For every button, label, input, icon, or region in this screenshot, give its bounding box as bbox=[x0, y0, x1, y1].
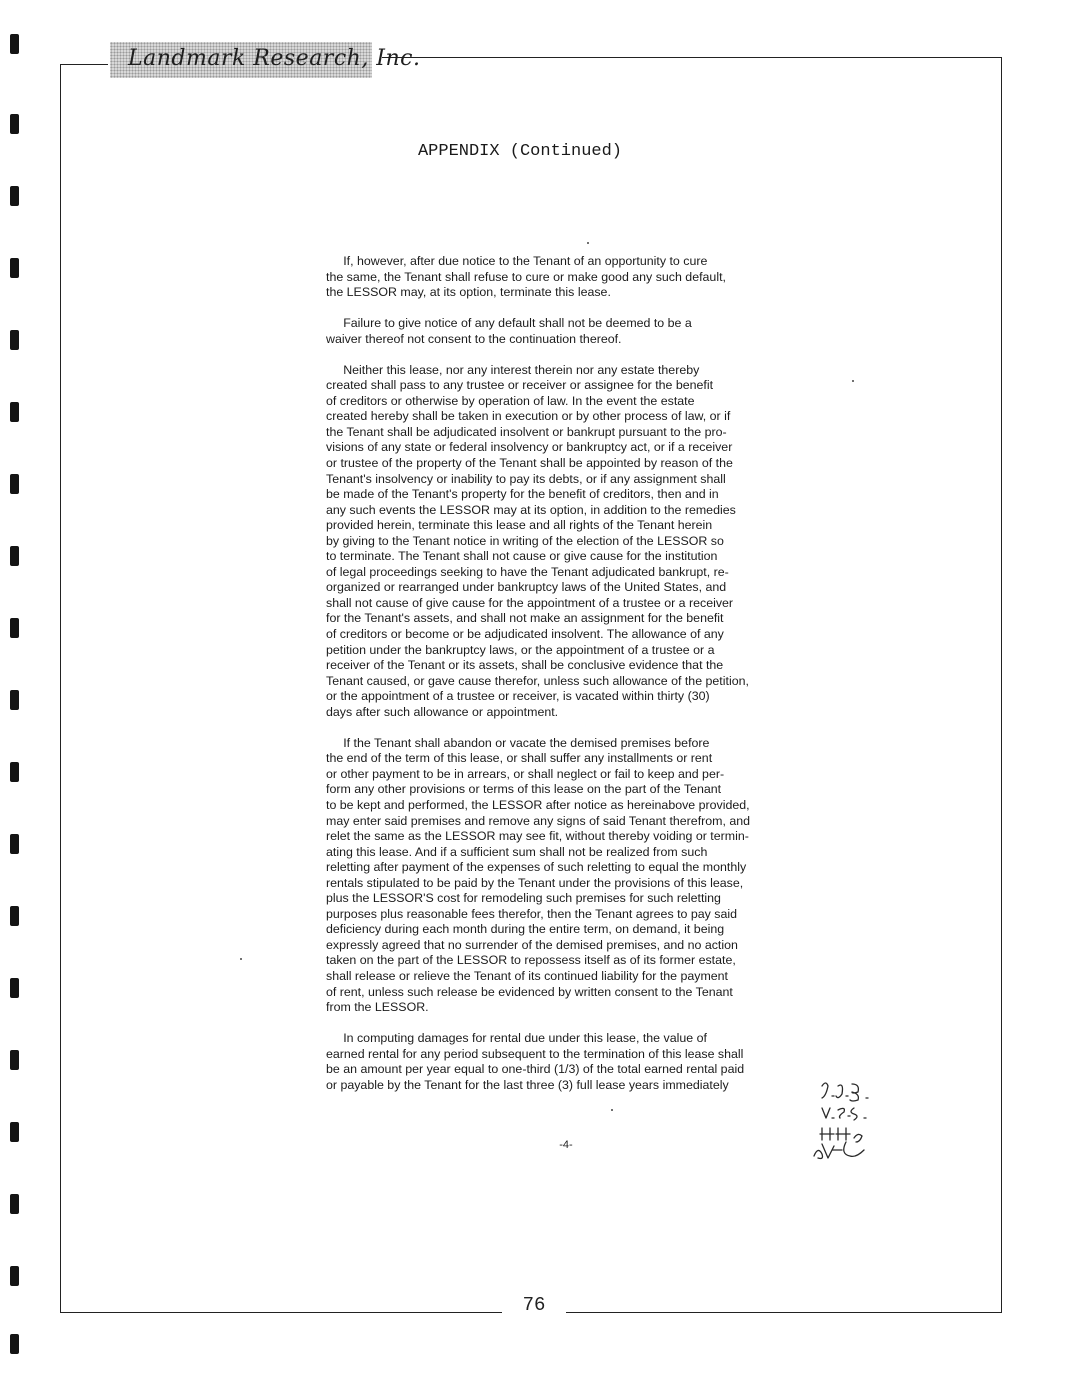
text-line: or trustee of the property of the Tenant shall be appointed by reason of the bbox=[326, 456, 733, 471]
text-line: Tenant caused, or gave cause therefor, unless such allowance of the petition, bbox=[326, 673, 749, 688]
text-line: shall release or relieve the Tenant of its continued liability for the payment bbox=[326, 969, 729, 984]
binding-hole bbox=[10, 402, 19, 422]
text-line: the same, the Tenant shall refuse to cure or make good any such default, bbox=[326, 269, 726, 284]
binding-hole bbox=[10, 1194, 19, 1214]
text-line: from the LESSOR. bbox=[326, 1000, 429, 1015]
text-line: or payable by the Tenant for the last three (3) full lease years immediately bbox=[326, 1077, 729, 1092]
binding-hole bbox=[10, 330, 19, 350]
text-line: Neither this lease, nor any interest therein nor any estate thereby bbox=[326, 362, 700, 377]
frame-border-bottom bbox=[60, 1312, 502, 1313]
text-line: shall not cause of give cause for the appointment of a trustee or a receiver bbox=[326, 595, 734, 610]
binding-hole bbox=[10, 474, 19, 494]
text-line: petition under the bankruptcy laws, or the appointment of a trustee or a bbox=[326, 642, 715, 657]
binding-hole bbox=[10, 690, 19, 710]
text-line: In computing damages for rental due under this lease, the value of bbox=[326, 1031, 707, 1046]
text-line: or the appointment of a trustee or receiver, is vacated within thirty (30) bbox=[326, 689, 710, 704]
frame-border-top bbox=[60, 64, 108, 65]
frame-border-right bbox=[1001, 57, 1002, 1312]
page-title: APPENDIX (Continued) bbox=[417, 142, 623, 161]
text-line: or other payment to be in arrears, or shall neglect or fail to keep and per- bbox=[326, 766, 725, 781]
text-line: by giving to the Tenant notice in writing of the election of the LESSOR so bbox=[326, 533, 724, 548]
document-body bbox=[326, 254, 886, 1109]
text-line: provided herein, terminate this lease and all rights of the Tenant herein bbox=[326, 518, 713, 533]
text-line: If, however, after due notice to the Tenant of an opportunity to cure bbox=[326, 254, 708, 268]
text-line: of legal proceedings seeking to have the Tenant adjudicated bankrupt, re- bbox=[326, 564, 729, 579]
text-line: taken on the part of the LESSOR to repossess itself as of its former estate, bbox=[326, 953, 736, 968]
body-paragraph bbox=[326, 363, 886, 721]
inner-page-number: -4- bbox=[559, 1139, 573, 1151]
text-line: ating this lease. And if a sufficient sum shall not be realized from such bbox=[326, 844, 708, 859]
company-logo bbox=[110, 42, 421, 78]
binding-hole bbox=[10, 1334, 19, 1354]
text-line: reletting after payment of the expenses of such reletting to equal the monthly bbox=[326, 860, 747, 875]
body-paragraph bbox=[326, 1031, 886, 1093]
binding-holes bbox=[10, 34, 22, 1354]
text-line: of creditors or otherwise by operation of law. In the event the estate bbox=[326, 393, 695, 408]
text-line: Tenant's insolvency or inability to pay its debts, or if any assignment shall bbox=[326, 471, 726, 486]
binding-hole bbox=[10, 34, 19, 54]
text-line: relet the same as the LESSOR may see fit, without thereby voiding or termin- bbox=[326, 829, 749, 844]
body-paragraph bbox=[326, 736, 886, 1016]
frame-border-top bbox=[382, 57, 1002, 58]
binding-hole bbox=[10, 834, 19, 854]
text-line: to be kept and performed, the LESSOR after notice as hereinabove provided, bbox=[326, 798, 750, 812]
binding-hole bbox=[10, 1050, 19, 1070]
scan-speck bbox=[852, 380, 854, 382]
scan-speck bbox=[587, 242, 589, 244]
binding-hole bbox=[10, 978, 19, 998]
scan-speck bbox=[611, 1109, 613, 1111]
handwritten-initials bbox=[808, 1078, 898, 1162]
text-line: any such events the LESSOR may at its option, in addition to the remedies bbox=[326, 502, 736, 517]
text-line: form any other provisions or terms of this lease on the part of the Tenant bbox=[326, 782, 722, 797]
text-line: earned rental for any period subsequent to the termination of this lease shall bbox=[326, 1046, 744, 1061]
binding-hole bbox=[10, 186, 19, 206]
text-line: expressly agreed that no surrender of the demised premises, and no action bbox=[326, 937, 738, 952]
text-line: days after such allowance or appointment. bbox=[326, 704, 559, 719]
text-line: visions of any state or federal insolvency or bankruptcy act, or if a receiver bbox=[326, 440, 733, 455]
binding-hole bbox=[10, 114, 19, 134]
binding-hole bbox=[10, 618, 19, 638]
binding-hole bbox=[10, 1266, 19, 1286]
body-paragraph bbox=[326, 316, 886, 347]
page-number: 76 bbox=[522, 1294, 546, 1316]
text-line: waiver thereof not consent to the continuation thereof. bbox=[326, 331, 622, 346]
text-line: the LESSOR may, at its option, terminate this lease. bbox=[326, 285, 611, 300]
binding-hole bbox=[10, 546, 19, 566]
text-line: If the Tenant shall abandon or vacate the demised premises before bbox=[326, 735, 710, 750]
text-line: created shall pass to any trustee or receiver or assignee for the benefit bbox=[326, 378, 714, 393]
frame-border-bottom bbox=[566, 1312, 1002, 1313]
text-line: the Tenant shall be adjudicated insolvent or bankrupt pursuant to the pro- bbox=[326, 424, 727, 439]
text-line: purposes plus reasonable fees therefor, then the Tenant agrees to pay said bbox=[326, 906, 738, 921]
binding-hole bbox=[10, 258, 19, 278]
text-line: the end of the term of this lease, or shall suffer any installments or rent bbox=[326, 751, 713, 766]
text-line: organized or rearranged under bankruptcy laws of the United States, and bbox=[326, 580, 727, 595]
company-logo-text: Landmark Research, Inc. bbox=[128, 46, 421, 71]
text-line: created hereby shall be taken in execution or by other process of law, or if bbox=[326, 409, 731, 424]
text-line: be an amount per year equal to one-third (1/3) of the total earned rental paid bbox=[326, 1062, 745, 1077]
body-paragraph bbox=[326, 254, 886, 301]
text-line: be made of the Tenant's property for the benefit of creditors, then and in bbox=[326, 487, 719, 502]
text-line: of creditors or become or be adjudicated insolvent. The allowance of any bbox=[326, 627, 724, 642]
text-line: for the Tenant's assets, and shall not make an assignment for the benefit bbox=[326, 611, 724, 626]
text-line: receiver of the Tenant or its assets, shall be conclusive evidence that the bbox=[326, 658, 724, 673]
scan-speck bbox=[240, 958, 242, 960]
binding-hole bbox=[10, 762, 19, 782]
text-line: of rent, unless such release be evidenced by written consent to the Tenant bbox=[326, 984, 733, 999]
frame-border-left bbox=[60, 64, 61, 1312]
text-line: Failure to give notice of any default shall not be deemed to be a bbox=[326, 316, 692, 331]
text-line: to terminate. The Tenant shall not cause or give cause for the institution bbox=[326, 549, 718, 564]
text-line: may enter said premises and remove any signs of said Tenant therefrom, and bbox=[326, 813, 751, 828]
text-line: rentals stipulated to be paid by the Tenant under the provisions of this lease, bbox=[326, 875, 744, 890]
binding-hole bbox=[10, 906, 19, 926]
text-line: deficiency during each month during the entire term, on demand, it being bbox=[326, 922, 725, 937]
text-line: plus the LESSOR'S cost for remodeling such premises for such reletting bbox=[326, 891, 721, 906]
